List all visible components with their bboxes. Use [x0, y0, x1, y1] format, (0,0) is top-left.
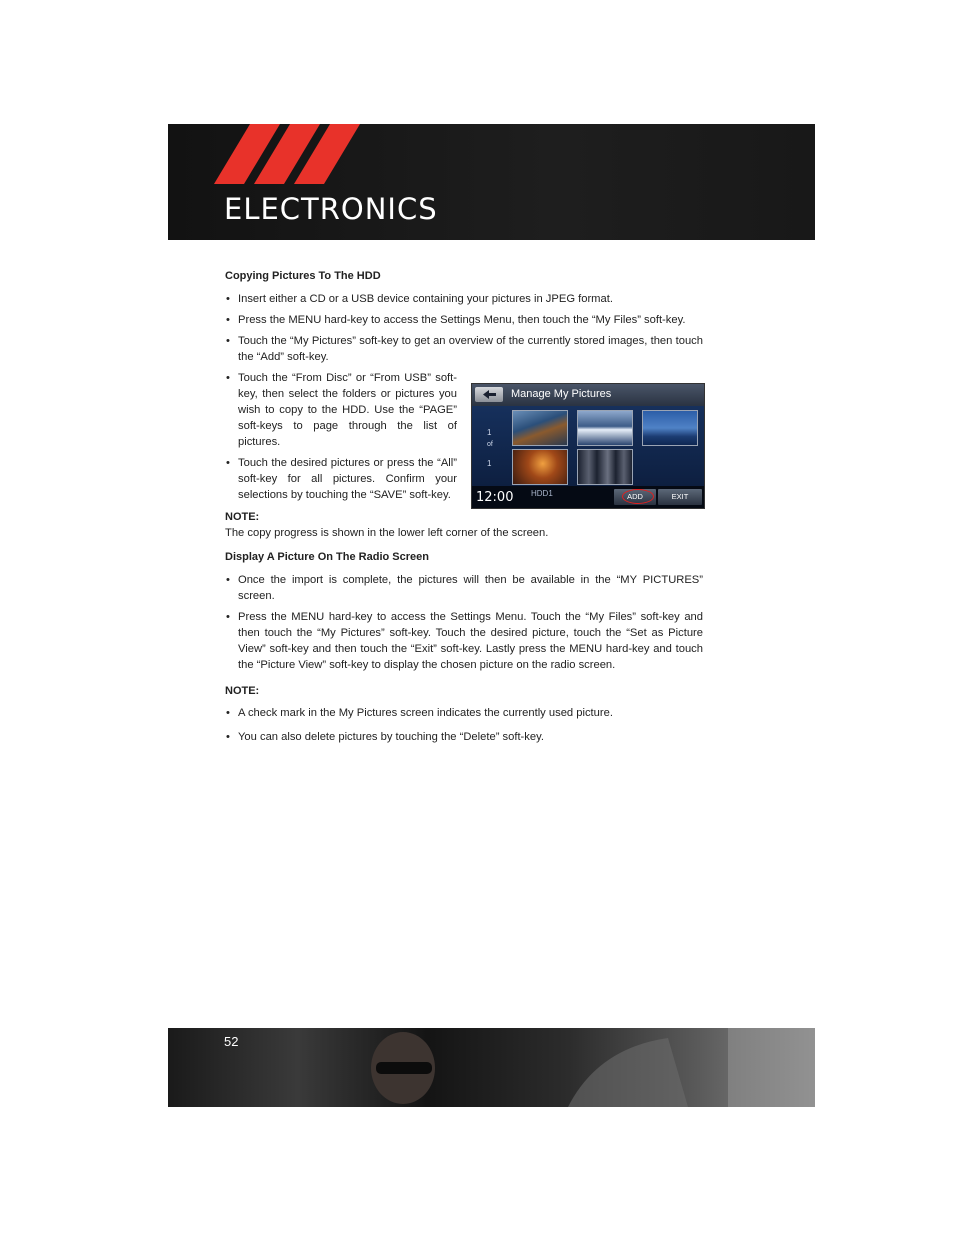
note-list: [225, 705, 703, 745]
screen-status-bar: [472, 486, 704, 508]
back-button: [475, 387, 503, 402]
list-item: • Touch the “My Pictures” soft-key to get an overview of the currently stored images, then touch the “Add” soft-key.: [225, 333, 703, 365]
radio-screen-image: [471, 383, 705, 509]
page-number: 52: [224, 1034, 239, 1049]
brand-stripes-icon: [214, 124, 360, 184]
picture-thumbnail: [642, 410, 698, 446]
list-item: • Press the MENU hard-key to access the Settings Menu. Touch the “My Files” soft-key and then touch the “My Pictures” soft-key. Touch the desired picture, touch the “Set as Picture View” soft-key and then touch the “Exit” soft-key. Lastly press the MENU hard-key and touch the “Picture View” soft-key to display the chosen picture on the radio screen.: [225, 609, 703, 673]
list-item: • A check mark in the My Pictures screen indicates the currently used picture.: [225, 705, 703, 721]
clock: 12:00: [476, 490, 514, 505]
list-item: • Touch the desired pictures or press the “All” soft-key for all pictures. Confirm your selections by touching the “SAVE” soft-key.: [225, 455, 457, 503]
section-title: ELECTRONICS: [224, 192, 438, 226]
add-button: ADD: [614, 489, 656, 505]
note-label: NOTE:: [225, 511, 260, 523]
heading-display-picture: Display A Picture On The Radio Screen: [225, 551, 429, 563]
picture-thumbnail: [577, 449, 633, 485]
picture-thumbnail: [577, 410, 633, 446]
page-current: 1: [487, 428, 492, 437]
back-arrow-icon: [475, 387, 503, 402]
page-of: of: [487, 441, 493, 448]
chapter-header: [168, 124, 815, 240]
exit-button: EXIT: [658, 489, 702, 505]
screen-title: Manage My Pictures: [511, 388, 612, 400]
list-item: • Insert either a CD or a USB device containing your pictures in JPEG format.: [225, 291, 703, 307]
highlight-circle-icon: [622, 489, 654, 504]
picture-grid: [472, 406, 704, 486]
display-steps-list: [225, 572, 703, 673]
list-item: • Touch the “From Disc” or “From USB” soft-key, then select the folders or pictures you wish to copy to the HDD. Use the “PAGE” soft-keys to page through the list of pictures.: [225, 370, 457, 450]
page-total: 1: [487, 459, 492, 468]
list-item: • Once the import is complete, the pictures will then be available in the “MY PICTURES” screen.: [225, 572, 703, 604]
note-text: The copy progress is shown in the lower left corner of the screen.: [225, 527, 549, 539]
main-content: [225, 268, 703, 750]
picture-thumbnail: [512, 410, 568, 446]
list-item: • You can also delete pictures by touching the “Delete” soft-key.: [225, 729, 703, 745]
heading-copying-pictures: Copying Pictures To The HDD: [225, 270, 381, 282]
list-item: • Press the MENU hard-key to access the Settings Menu, then touch the “My Files” soft-key.: [225, 312, 703, 328]
footer-photo-band: [168, 1028, 815, 1107]
footer-photo: [168, 1028, 815, 1107]
picture-thumbnail: [512, 449, 568, 485]
note-label: NOTE:: [225, 685, 260, 697]
source-label: HDD1: [531, 489, 553, 498]
screen-title-bar: [472, 384, 704, 406]
